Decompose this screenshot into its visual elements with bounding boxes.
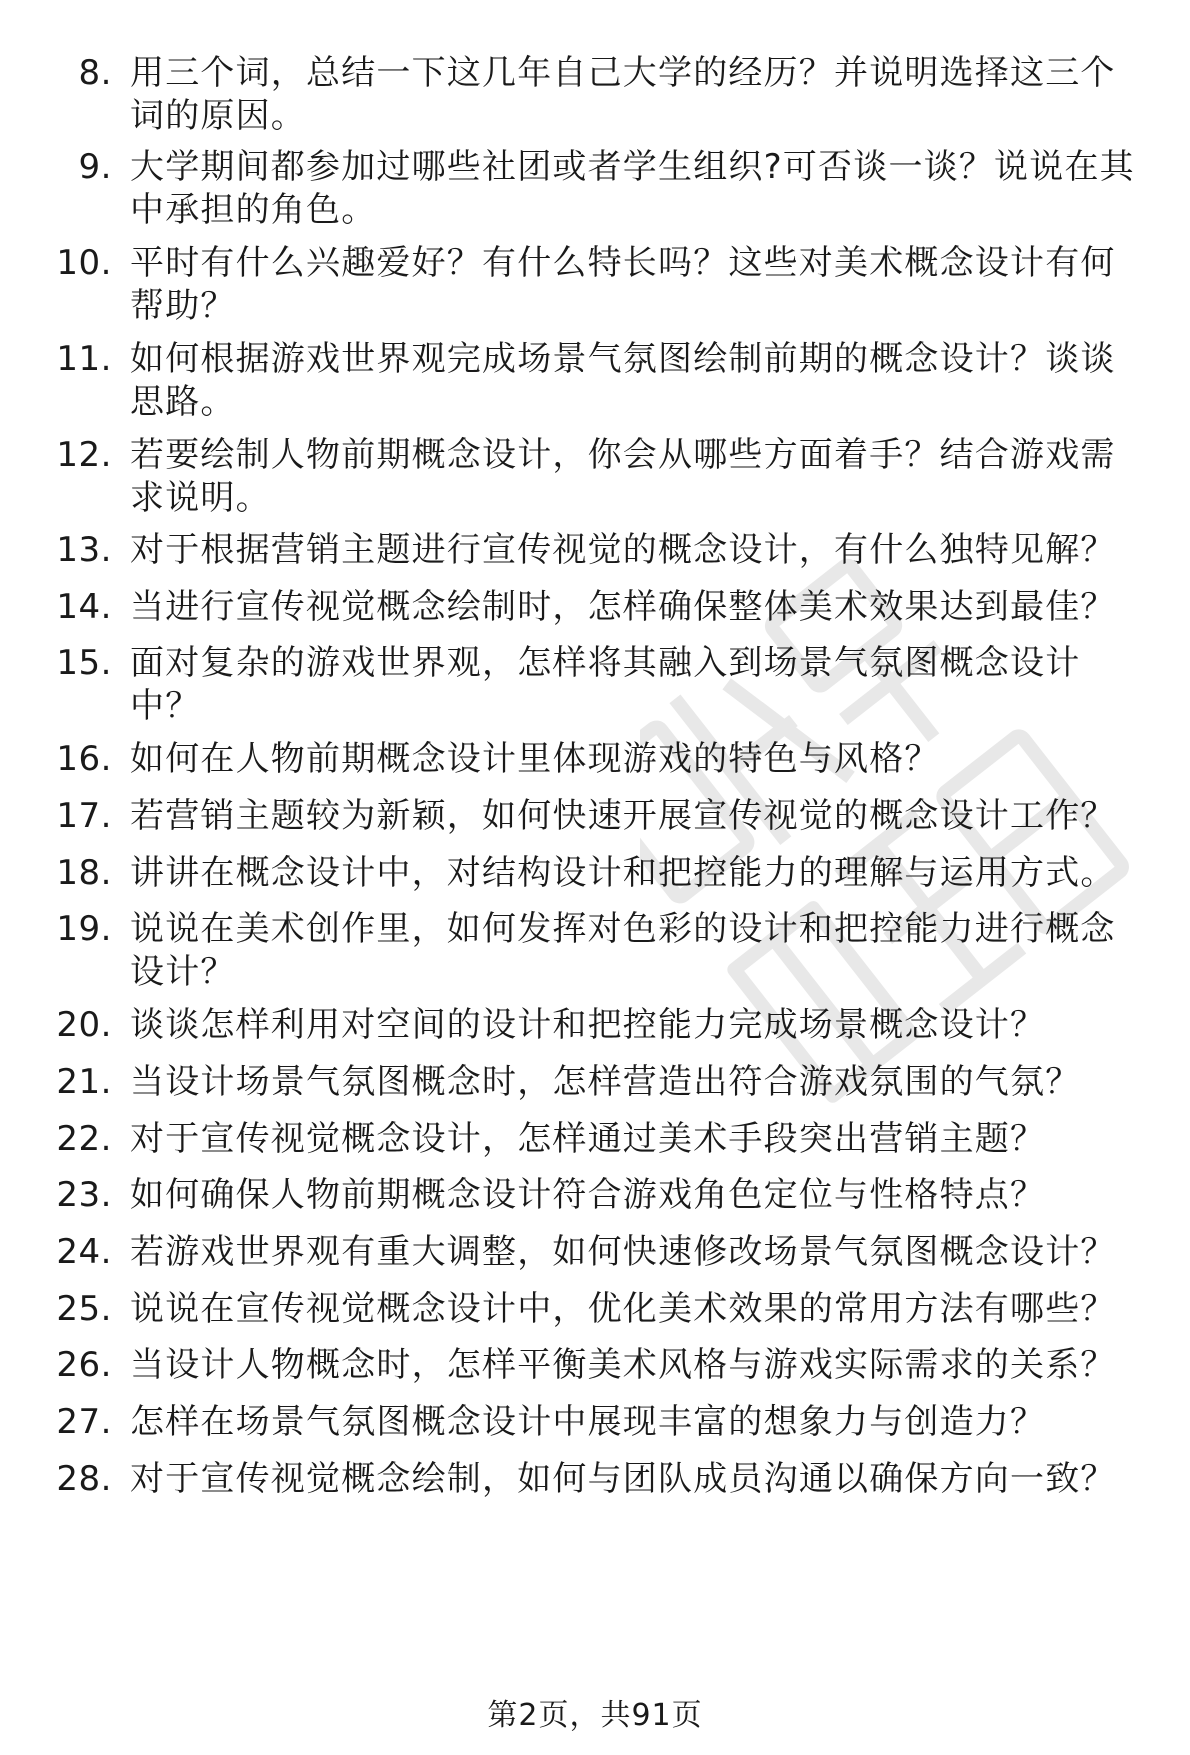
question-line: 若要绘制人物前期概念设计，你会从哪些方面着手？结合游戏需	[130, 435, 1116, 475]
question-number: 11.	[56, 339, 112, 379]
question-number: 10.	[56, 243, 112, 283]
question-line: 谈谈怎样利用对空间的设计和把控能力完成场景概念设计？	[130, 1005, 1046, 1045]
question-text	[130, 852, 1170, 895]
question-number: 9.	[78, 147, 112, 187]
question-text	[130, 1401, 1170, 1444]
question-text	[130, 1288, 1170, 1331]
question-text	[130, 1118, 1170, 1161]
question-line: 若游戏世界观有重大调整，如何快速修改场景气氛图概念设计？	[130, 1232, 1116, 1272]
question-line: 对于宣传视觉概念设计，怎样通过美术手段突出营销主题？	[130, 1119, 1046, 1159]
question-text	[130, 1061, 1170, 1104]
question-number: 20.	[56, 1005, 112, 1045]
question-line: 对于宣传视觉概念绘制，如何与团队成员沟通以确保方向一致？	[130, 1459, 1116, 1499]
question-line: 面对复杂的游戏世界观，怎样将其融入到场景气氛图概念设计	[130, 643, 1081, 683]
question-number: 13.	[56, 530, 112, 570]
question-number: 18.	[56, 853, 112, 893]
question-number: 24.	[56, 1232, 112, 1272]
question-text	[130, 434, 1170, 520]
question-text	[130, 738, 1170, 781]
question-line: 求说明。	[130, 478, 271, 518]
question-number: 22.	[56, 1119, 112, 1159]
question-text	[130, 908, 1170, 994]
question-number: 25.	[56, 1289, 112, 1329]
question-line: 如何在人物前期概念设计里体现游戏的特色与风格？	[130, 739, 940, 779]
question-line: 如何确保人物前期概念设计符合游戏角色定位与性格特点？	[130, 1175, 1046, 1215]
question-number: 21.	[56, 1062, 112, 1102]
question-line: 说说在美术创作里，如何发挥对色彩的设计和把控能力进行概念	[130, 909, 1116, 949]
question-number: 27.	[56, 1402, 112, 1442]
question-text	[130, 338, 1170, 424]
question-number: 15.	[56, 643, 112, 683]
watermark-logo	[640, 470, 1190, 1230]
question-text	[130, 586, 1170, 629]
question-text	[130, 1174, 1170, 1217]
question-line: 用三个词，总结一下这几年自己大学的经历？并说明选择这三个	[130, 53, 1116, 93]
question-text	[130, 795, 1170, 838]
question-text	[130, 242, 1170, 328]
question-line: 如何根据游戏世界观完成场景气氛图绘制前期的概念设计？谈谈	[130, 339, 1116, 379]
question-line: 怎样在场景气氛图概念设计中展现丰富的想象力与创造力？	[130, 1402, 1046, 1442]
question-number: 14.	[56, 587, 112, 627]
question-number: 12.	[56, 435, 112, 475]
question-line: 大学期间都参加过哪些社团或者学生组织?可否谈一谈？说说在其	[130, 147, 1135, 187]
question-line: 说说在宣传视觉概念设计中，优化美术效果的常用方法有哪些？	[130, 1289, 1116, 1329]
question-line: 平时有什么兴趣爱好？有什么特长吗？这些对美术概念设计有何	[130, 243, 1116, 283]
question-text	[130, 1344, 1170, 1387]
page-number: 第2页，共91页	[487, 1698, 703, 1733]
question-number: 23.	[56, 1175, 112, 1215]
question-text	[130, 1231, 1170, 1274]
question-text	[130, 1004, 1170, 1047]
question-line: 若营销主题较为新颖，如何快速开展宣传视觉的概念设计工作？	[130, 796, 1116, 836]
question-line: 中？	[130, 686, 201, 726]
question-line: 中承担的角色。	[130, 190, 377, 230]
question-number: 17.	[56, 796, 112, 836]
question-number: 16.	[56, 739, 112, 779]
question-line: 思路。	[130, 382, 236, 422]
question-text	[130, 146, 1170, 232]
question-line: 当设计场景气氛图概念时，怎样营造出符合游戏氛围的气氛？	[130, 1062, 1081, 1102]
question-text	[130, 529, 1170, 572]
question-number: 8.	[78, 53, 112, 93]
question-line: 帮助？	[130, 286, 236, 326]
question-line: 对于根据营销主题进行宣传视觉的概念设计，有什么独特见解？	[130, 530, 1116, 570]
question-line: 当进行宣传视觉概念绘制时，怎样确保整体美术效果达到最佳？	[130, 587, 1116, 627]
question-number: 19.	[56, 909, 112, 949]
question-line: 设计？	[130, 952, 236, 992]
question-line: 词的原因。	[130, 96, 306, 136]
question-text	[130, 52, 1170, 138]
question-number: 26.	[56, 1345, 112, 1385]
question-text	[130, 642, 1170, 728]
question-text	[130, 1458, 1170, 1501]
question-line: 讲讲在概念设计中，对结构设计和把控能力的理解与运用方式。	[130, 853, 1116, 893]
question-number: 28.	[56, 1459, 112, 1499]
question-line: 当设计人物概念时，怎样平衡美术风格与游戏实际需求的关系？	[130, 1345, 1116, 1385]
